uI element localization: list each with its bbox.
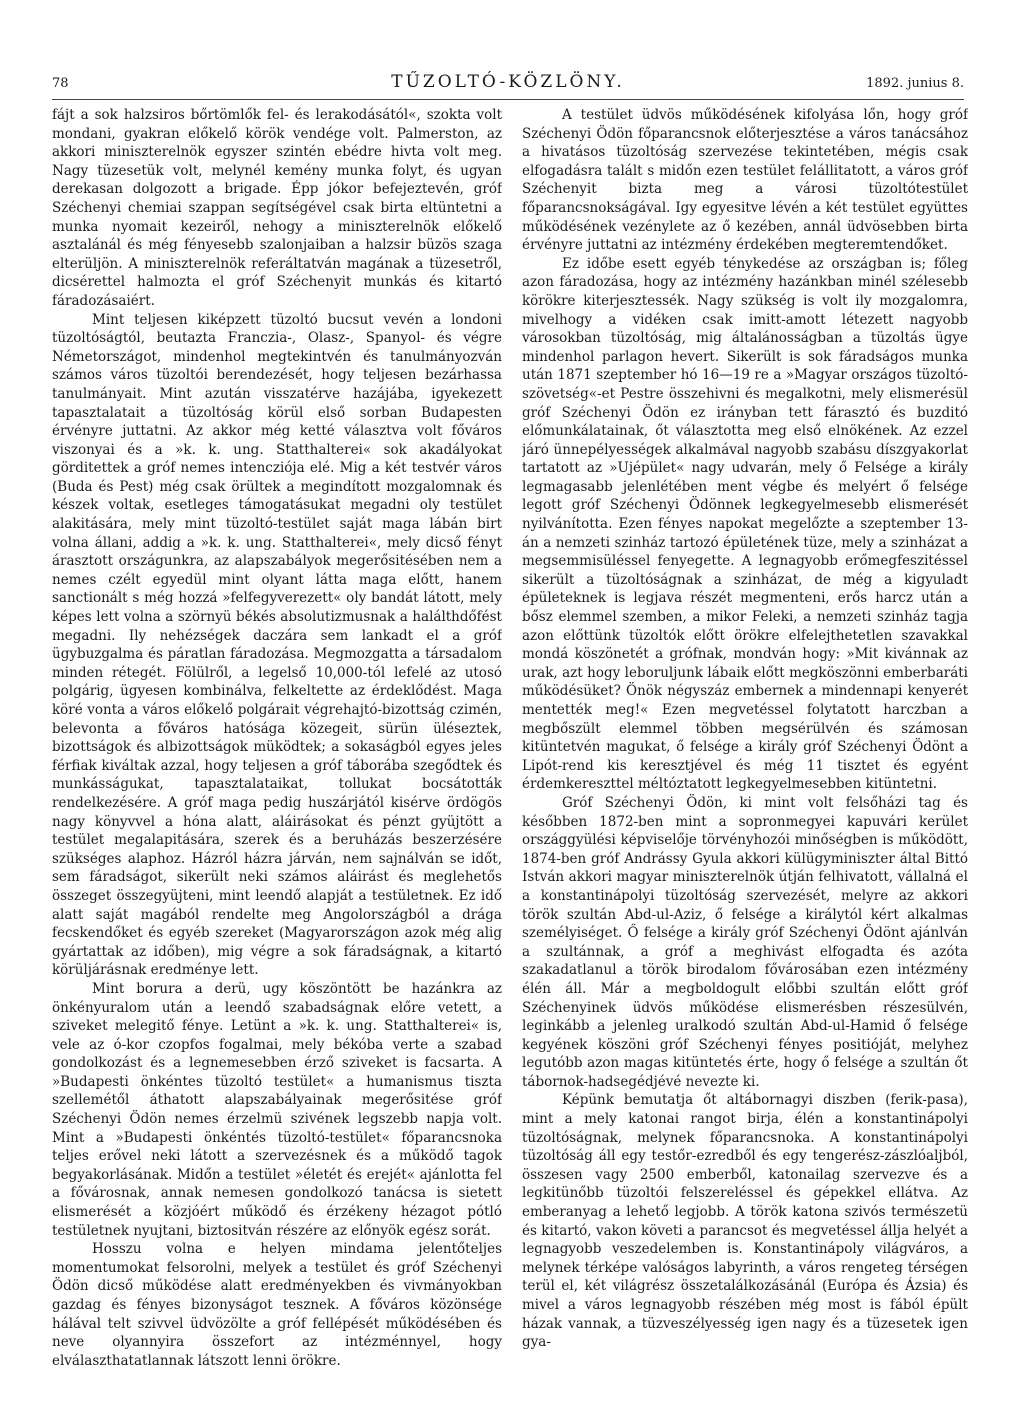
issue-date: 1892. junius 8. [866,76,964,91]
paragraph: Ez időbe esett egyéb ténykedése az országban is; főleg azon fáradozása, hogy az intézmény hazánkban minél szélesebb körökre kiterjesztessék. Nagy szükség is volt ily mozgalomra, mivelhogy a vidéken csak imitt-amott létezett nagyobb városokban tüzoltóság, mig általánosságban a tüzoltás ügye mindenhol parlagon hevert. Sikerült is sok fáradságos munka után 1871 szeptember hó 16—19 re a »Magyar országos tüzoltó-szövetség«-et Pestre összehivni és megalkotni, mely elismerésül gróf Széchenyi Ödön ez irányban tett fárasztó és buzditó előmunkálatainak, őt választotta meg első elnökének. Az ezzel járó ünnepélyességek alkalmával nagyobb szabásu díszgyakorlat tartatott az »Ujépület« nagy udvarán, mely ő Felsége a király legmagasabb jelenlétében ment végbe és melyért ő felsége legott gróf Széchenyi Ödönnek legkegyelmesebb elismerését nyilvánította. Ezen fényes napokat megelőzte a szeptember 13-án a nemzeti szinház tartozó épületének tüze, mely a szinházat a megsemmisüléssel fenyegette. A legnagyobb erőmegfeszitéssel sikerült a tüzoltóságnak a szinházat, de még a kigyuladt épületeknek is legjava részét megmenteni, erős harcz után a bősz elemmel szemben, a mikor Feleki, a nemzeti szinház tagja azon előttünk tüzoltók előtt örökre elfelejthetetlen szavakkal mondá köszönetét a grófnak, mondván hogy: »Mit kivánnak az urak, azt hogy leboruljunk lábaik előtt megköszönni emberbaráti működésüket? Önök négyszáz embernek a mindennapi kenyerét mentették meg!« Ezen megvetéssel folytatott harczban a megbőszült elemmel többen megsérülvén és számosan kitüntetvén magukat, ő felsége a király gróf Széchenyi Ödönt a Lipót-rend kis keresztjével és még 11 tisztet és egyént érdemkereszttel méltóztatott legkegyelmesebben kitüntetni. [522,255,968,793]
left-column [52,106,502,1406]
paragraph: Mint teljesen kiképzett tüzoltó bucsut vevén a londoni tüzoltóságtól, beutazta Franczia-, Olasz-, Spanyol- és végre Németországot, mindenhol megtekintvén és tanulmányozván számos város tüzoltói berendezését, hogy teljesen bezárhassa tanulmányait. Mint azután visszatérve hazájába, igyekezett tapasztalatait a tüzoltóság körül első sorban Budapesten érvényre juttatni. Az akkor még ketté választva volt főváros viszonyai és a »k. k. ung. Statthalterei« sok akadályokat görditettek a gróf nemes intencziója elé. Mig a két testvér város (Buda és Pest) még csak örültek a megindított mozgalomnak és készek voltak, esetleges támogatásukat megadni oly testület alakitására, mely mint tüzoltó-testület saját maga lábán birt volna állani, addig a »k. k. ung. Statthalterei«, mely dicső fényt árasztott országunkra, az alapszabályok megerősitésében nem a nemes czélt egyedül mint olyant látta maga előtt, hanem sanctionált s még hozzá »felfegyverezett« oly bandát látott, mely képes lett volna a szörnyü békés absolutizmusnak a halálthdőfést megadni. Ily nehézségek daczára sem lankadt el a gróf ügybuzgalma és páratlan fáradozása. Megmozgatta a társadalom minden rétegét. Fölülről, a legelső 10,000-tól lefelé az utosó polgárig, ügyesen kombinálva, felkeltette az érdeklődést. Maga köré vonta a város előkelő polgárait végrehajtó-bizottság czimén, belevonta a főváros hatósága közegeit, sürün üléseztek, bizottságok és albizottságok müködtek; a sokaságból egyes jeles férfiak kiváltak azzal, hogy teljesen a gróf táborába szegődtek és munkásságukat, tapasztalataikat, tollukat bocsátották rendelkezésére. A gróf maga pedig huszárjától kisérve ördögös nagy könyvvel a hóna alatt, aláirásokat és pénzt gyüjtött a testület megalapitására, szerek és a beruházás beszerzésére szükséges alaphoz. Házról házra járván, nem sajnálván se időt, sem fáradságot, sikerült neki számos aláirást és meglehetős összeget összegyüjteni, mint leendő alapját a testületnek. Ez idő alatt saját magából rendelte meg Angolországból a drága fecskendőket és egyéb szereket (Magyarországon azok még alig gyártattak az időben), mig végre a sok fáradságnak, a kitartó körüljárásnak eredménye lett. [52,311,502,979]
page-header [52,72,964,98]
paragraph: Gróf Széchenyi Ödön, ki mint volt felsőházi tag és későbben 1872-ben mint a sopronmegyei kapuvári kerület országgyülési képviselője törvényhozói minőségben is működött, 1874-ben gróf Andrássy Gyula akkori külügyminiszter által Bittó István akkori magyar miniszterelnök útján felhivatott, vállalná el a konstantinápolyi tüzoltóság szervezését, melyre az akkori török szultán Abd-ul-Aziz, ő felsége a királytól kért alkalmas személyiséget. Ő felsége a király gróf Széchenyi Ödönt ajánlván a szultánnak, a gróf a meghivást elfogadta és azóta szakadatlanul a török birodalom fővárosában ezen intézmény élén áll. Már a megboldogult előbbi szultán előtt gróf Széchenyinek üdvös működése elismerésben részesülvén, leginkább a jelenleg uralkodó szultán Abd-ul-Hamid ő felsége kegyének köszöni gróf Széchenyi fényes positióját, melyhez legutóbb azon magas kitüntetés érte, hogy ő felsége a szultán őt tábornok-hadsegédjévé nevezte ki. [522,794,968,1090]
right-column [522,106,968,1406]
paragraph: Képünk bemutatja őt altábornagyi diszben (ferik-pasa), mint a mely katonai rangot birja, élén a konstantinápolyi tüzoltóságnak, melynek főparancsnoka. A konstantinápolyi tüzoltóság áll egy testőr-ezredből és egy tengerész-zászlóaljból, összesen vagy 2500 emberből, katonailag szervezve és a legkitünőbb tüzoltói felszereléssel és gépekkel ellátva. Az emberanyag a lehető legjobb. A török katona szivós természetü és kitartó, vakon követi a parancsot és megvetéssel állja helyét a legnagyobb veszedelemben is. Konstantinápoly világváros, a melynek térképe valóságos labyrinth, a város rengeteg térségen terül el, két világrész összetalálkozásánál (Európa és Ázsia) és mivel a város legnagyobb részében még most is fából épült házak vannak, a tüzveszélyesség igen nagy és a tüzesetek igen gya- [522,1092,968,1351]
header-rule [52,99,964,100]
paragraph: Hosszu volna e helyen mindama jelentőteljes momentumokat felsorolni, melyek a testület és gróf Széchenyi Ödön dicső működése alatt eredményekben és vivmányokban gazdag és fényes bizonyságot tesznek. A főváros közönsége hálával telt szivvel üdvözölte a gróf fellépését működésében és neve olyannyira összefort az intézménnyel, hogy elválaszthatatlannak látszott lenni örökre. [52,1241,502,1369]
paragraph: A testület üdvös működésének kifolyása lőn, hogy gróf Széchenyi Ödön főparancsnok előterjesztése a város tanácsához a hivatásos tüzoltóság szervezése tekintetében, mégis csak elfogadásra talált s midőn ezen testület felállitatott, a város gróf Széchenyit bizta meg a városi tüzoltótestület főparancsnokságával. Igy egyesitve lévén a két testület együttes működésének vezénylete az ő kezében, annál üdvösebben birta érvényre juttatni az intézmény érdekében megteremtendőket. [522,107,968,254]
paragraph: Mint borura a derü, ugy köszöntött be hazánkra az önkényuralom után a leendő szabadságnak előre vetett, a sziveket melegitő fénye. Letünt a »k. k. ung. Statthalterei« is, vele az ó-kor czopfos fogalmai, mely békóba verte a szabad gondolkozást és a legnemesebben érző sziveket is facsarta. A »Budapesti önkéntes tüzoltó testület« a humanismus tiszta szellemétől áthatott alapszabályainak megerősitése gróf Széchenyi Ödön nemes érzelmü szivének legszebb napja volt. Mint a »Budapesti önkéntés tüzoltó-testület« főparancsnoka teljes erővel neki látott a szervezésnek és a működő tagok begyakorlásának. Midőn a testület »életét és erejét« ajánlotta fel a fővárosnak, annak nemesen gondolkozó tanácsa is sietett elismerését a közjóért működő és érzékeny hézagot pótló testületnek nyujtani, biztositván részére az előnyök egész sorát. [52,980,502,1239]
page-number: 78 [52,76,69,91]
paragraph: fájt a sok halzsiros bőrtömlők fel- és lerakodásától«, szokta volt mondani, gyakran előkelő körök vendége volt. Palmerston, az akkori miniszterelnök egyszer szintén ebédre hivta volt meg. Nagy tüzesetük volt, melynél kemény munka folyt, és ugyan derekasan dolgozott a brigade. Épp jókor befejeztevén, gróf Széchenyi chemiai szappan segítségével csak birta eltüntetni a munka nyomait kezeiről, nehogy a miniszterelnök előkelő asztalánál és még fényesebb szalonjaiban a halzsir büzös szaga elterüljön. A miniszterelnök referáltatván magának a tüzesetről, dicsérettel halmozta el gróf Széchenyit munkás és kitartó fáradozásaiért. [52,107,502,309]
newspaper-title: TŰZOLTÓ-KÖZLÖNY. [391,72,625,92]
